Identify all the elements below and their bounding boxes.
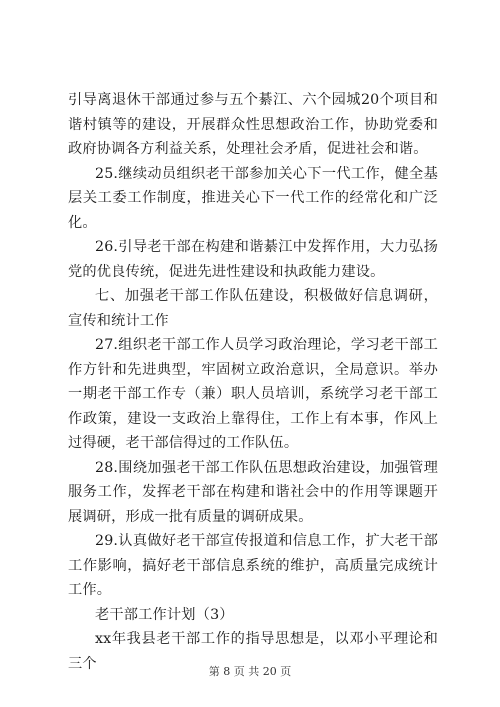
plan-title: 老干部工作计划（3） bbox=[94, 606, 234, 623]
paragraph-item-28: 28.围绕加强老干部工作队伍思想政治建设，加强管理服务工作，发挥老干部在构建和谐社会中的作用等课题开展调研，形成一批有质量的调研成果。 bbox=[68, 459, 438, 525]
paragraph-item-29: 29.认真做好老干部宣传报道和信息工作，扩大老干部工作影响，搞好老干部信息系统的维护，高质量完成统计工作。 bbox=[68, 533, 438, 598]
paragraph-item-27: 27.组织老干部工作人员学习政治理论，学习老干部工作方针和先进典型，牢固树立政治意识，全局意识。举办一期老干部工作专（兼）职人员培训，系统学习老干部工作政策，建设一支政治上靠得住，工作上有本事，作风上过得硬，老干部信得过的工作队伍。 bbox=[68, 337, 438, 451]
page-footer: 第 8 页 共 20 页 bbox=[208, 665, 292, 678]
paragraph-continuation: 引导离退休干部通过参与五个綦江、六个园城20个项目和谐村镇等的建设，开展群众性思想政治工作，协助党委和政府协调各方利益关系，处理社会矛盾，促进社会和谐。 bbox=[68, 92, 438, 157]
document-body bbox=[68, 88, 438, 676]
section-heading-7: 七、加强老干部工作队伍建设，积极做好信息调研，宣传和统计工作 bbox=[68, 288, 438, 329]
paragraph-guiding-thought: xx年我县老干部工作的指导思想是，以邓小平理论和三个 bbox=[68, 631, 438, 672]
paragraph-item-26: 26.引导老干部在构建和谐綦江中发挥作用，大力弘扬党的优良传统，促进先进性建设和执政能力建设。 bbox=[68, 239, 438, 280]
paragraph-item-25: 25.继续动员组织老干部参加关心下一代工作，健全基层关工委工作制度，推进关心下一代工作的经常化和广泛化。 bbox=[68, 165, 438, 231]
